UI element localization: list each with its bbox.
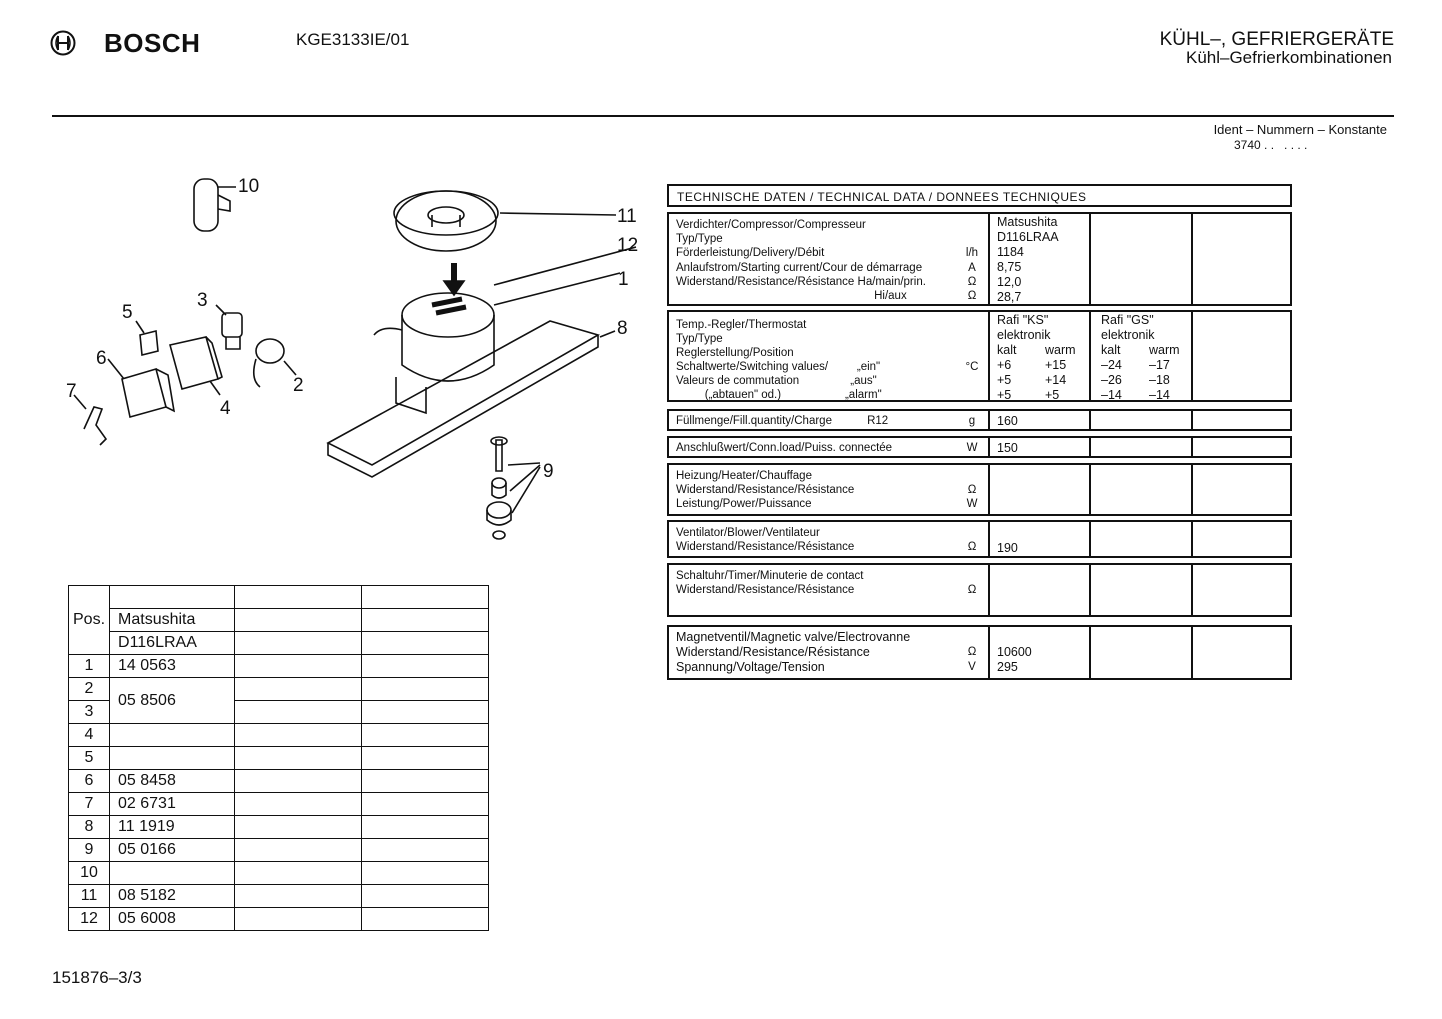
clip-part-5 [136,321,158,355]
technical-data-title: TECHNISCHE DATEN / TECHNICAL DATA / DONNEES TECHNIQUES [667,184,1292,207]
table-row: 1 14 0563 [69,655,489,678]
starter-part-4 [170,337,222,395]
callout-10: 10 [238,176,260,197]
callout-7: 7 [66,381,77,402]
callout-11: 11 [617,206,637,227]
parts-table [68,585,489,931]
cover-part-6 [108,359,174,417]
model-number: KGE3133IE/01 [296,30,410,49]
callout-12: 12 [617,235,639,256]
brand-name: BOSCH [104,28,201,58]
blower-section: Ventilator/Blower/Ventilateur Widerstand/Resistance/Résistance Ω 190 [667,520,1292,558]
table-row: 5 [69,747,489,770]
table-row: 2 05 8506 [69,678,489,701]
timer-section: Schaltuhr/Timer/Minuterie de contact Widerstand/Resistance/Résistance Ω [667,563,1292,617]
table-row: 12 05 6008 [69,908,489,931]
capacitor-part-10 [194,179,236,231]
callout-4: 4 [220,398,231,419]
manufacturer-cell: Matsushita [110,609,235,632]
table-row: 3 [69,701,489,724]
compressor-type: D116LRAA [997,230,1059,244]
callout-9: 9 [543,461,554,482]
base-rail-part-8 [328,321,615,477]
compressor-part-1 [374,273,620,381]
table-row: 4 [69,724,489,747]
callout-6: 6 [96,348,107,369]
category-subtitle: Kühl–Gefrierkombinationen [1185,48,1392,67]
callout-5: 5 [122,302,133,323]
connected-load-section: Anschlußwert/Conn.load/Puiss. connectée W 150 [667,436,1292,458]
table-row: 10 [69,862,489,885]
cap-part-2 [254,339,296,387]
type-cell: D116LRAA [110,632,235,655]
callout-1: 1 [618,269,629,290]
exploded-parts-diagram [60,165,660,565]
drip-tray-part-11 [394,191,616,251]
table-row: 7 02 6731 [69,793,489,816]
callout-8: 8 [617,318,628,339]
compressor-manufacturer: Matsushita [997,215,1058,229]
charge-section: Füllmenge/Fill.quantity/Charge R12 g 160 [667,409,1292,431]
thermostat-section: Temp.-Regler/Thermostat Typ/Type Reglerstellung/Position Schaltwerte/Switching values/ „ein" Valeurs de commutation „aus" („abtauen" od.) „alarm" °C Rafi "KS" elektronik kalt warm +6 +15 +5 +14 +5 +5 Rafi "GS" elektronik kalt warm –24 –17 –26 –18 –14 –14 [667,310,1292,402]
category-title: KÜHL–, GEFRIERGERÄTE [1159,29,1394,50]
table-row: 8 11 1919 [69,816,489,839]
bosch-logo-icon [50,30,76,56]
callout-2: 2 [293,375,304,396]
magnetic-valve-section: Magnetventil/Magnetic valve/Electrovanne Widerstand/Resistance/Résistance Spannung/Voltage/Tension Ω V 10600 295 [667,625,1292,680]
header-divider [52,115,1394,117]
pos-header: Pos. [69,586,110,655]
ident-value: 3740 . . . . . . [1234,138,1308,152]
bracket-part-7 [74,395,106,445]
document-code: 151876–3/3 [52,968,142,987]
table-row: 9 05 0166 [69,839,489,862]
callout-3: 3 [197,290,208,311]
ident-label: Ident – Nummern – Konstante [1213,122,1387,137]
relay-part-3 [216,305,242,349]
compressor-section: Verdichter/Compressor/Compresseur Typ/Type Förderleistung/Delivery/Débit Anlaufstrom/Starting current/Cour de démarrage Widerstand/Resistance/Résistance Ha/main/prin. Hi/aux l/h A Ω Ω Matsushita D116LRAA 1184 8,75 12,0 28,7 [667,212,1292,306]
heater-section: Heizung/Heater/Chauffage Widerstand/Resistance/Résistance Leistung/Power/Puissance Ω W [667,463,1292,516]
mounting-kit-part-9 [487,437,540,539]
table-row: 11 08 5182 [69,885,489,908]
table-row: 6 05 8458 [69,770,489,793]
